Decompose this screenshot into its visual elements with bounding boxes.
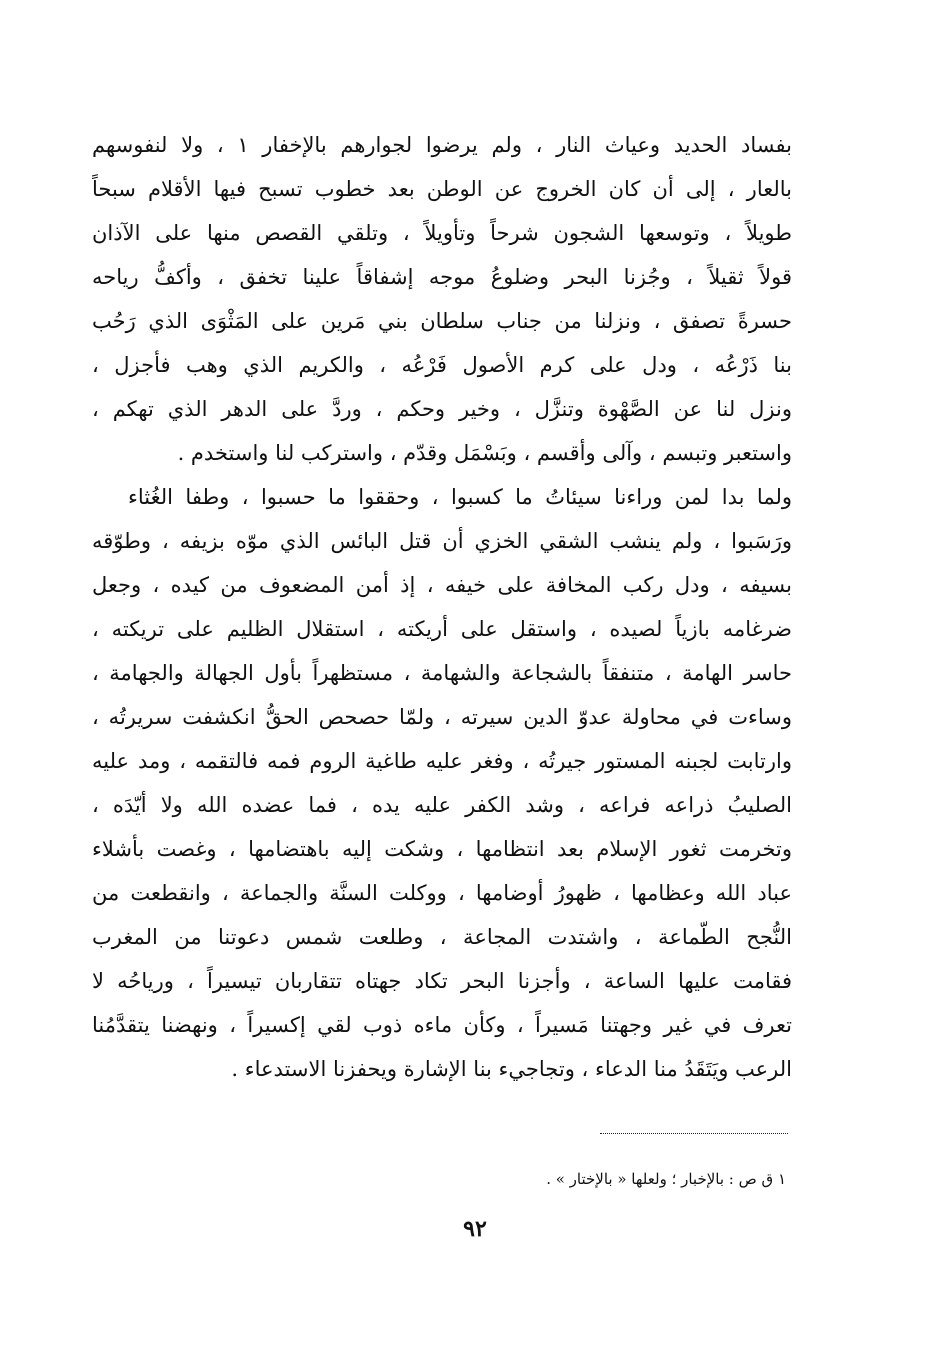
text-line: تعرف في غير وجهتنا مَسيراً ، وكأن ماءه ذوب لقي إكسيراً ، ونهضنا يتقدَّمُنا: [92, 1013, 792, 1037]
text-line: ونزل لنا عن الصَّهْوة وتنزَّل ، وخير وحكم ، وردَّ على الدهر الذي تهكم ،: [92, 397, 792, 421]
text-line: بالعار ، إلى أن كان الخروج عن الوطن بعد خطوب تسبح فيها الأقلام سبحاً: [92, 177, 792, 201]
text-line: بنا ذَرْعُه ، ودل على كرم الأصول فَرْعُه ، والكريم الذي وهب فأجزل ،: [92, 353, 792, 377]
text-line: وارتابت لجبنه المستور جيرتُه ، وفغر عليه طاغية الروم فمه فالتقمه ، ومد عليه: [92, 749, 792, 773]
text-line: حسرةً تصفق ، ونزلنا من جناب سلطان بني مَرين على المَثْوَى الذي رَحُب: [92, 309, 792, 333]
text-line: طويلاً ، وتوسعها الشجون شرحاً وتأويلاً ، وتلقي القصص منها على الآذان: [92, 221, 792, 245]
text-line: الرعب ويَتَقَدُ منا الدعاء ، وتجاجيء بنا الإشارة ويحفزنا الاستدعاء .: [231, 1057, 792, 1081]
text-line: واستعبر وتبسم ، وآلى وأقسم ، وبَسْمَل وقدّم ، واستركب لنا واستخدم .: [177, 441, 792, 465]
text-line: بفساد الحديد وعياث النار ، ولم يرضوا لجوارهم بالإخفار ١ ، ولا لنفوسهم: [92, 133, 792, 157]
text-line: عباد الله وعظامها ، ظهورُ أوضامها ، ووكلت السنَّة والجماعة ، وانقطعت من: [92, 881, 792, 905]
text-line: ورَسَبوا ، ولم ينشب الشقي الخزي أن قتل البائس الذي موّه بزيفه ، وطوّقه: [92, 529, 792, 553]
text-line: حاسر الهامة ، متنفقاً بالشجاعة والشهامة ، مستظهراً بأول الجهالة والجهامة ،: [92, 661, 792, 685]
footnote: ١ ق ص : بالإخبار ؛ ولعلها « بالإختار » .: [546, 1170, 786, 1188]
text-line: ضرغامه بازياً لصيده ، واستقل على أريكته ، استقلال الظليم على تريكته ،: [92, 617, 792, 641]
footnote-separator: [600, 1133, 788, 1134]
text-line: وتخرمت ثغور الإسلام بعد انتظامها ، وشكت إليه باهتضامها ، وغصت بأشلاء: [92, 837, 792, 861]
page-number: ٩٢: [463, 1216, 487, 1242]
text-line: وساءت في محاولة عدوّ الدين سيرته ، ولمّا حصحص الحقُّ انكشفت سريرتُه ،: [92, 705, 792, 729]
text-line: النُّجح الطّماعة ، واشتدت المجاعة ، وطلعت شمس دعوتنا من المغرب: [92, 925, 792, 949]
text-line: الصليبُ ذراعه فراعه ، وشد الكفر عليه يده ، فما عضده الله ولا أيّدَه ،: [92, 793, 792, 817]
text-line: قولاً ثقيلاً ، وجُزنا البحر وضلوعُ موجه إشفاقاً علينا تخفق ، وأكفُّ رياحه: [92, 265, 792, 289]
text-line: فقامت عليها الساعة ، وأجزنا البحر تكاد جهتاه تتقاربان تيسيراً ، ورياحُه لا: [92, 969, 792, 993]
text-line: ولما بدا لمن وراءنا سيئاتُ ما كسبوا ، وحققوا ما حسبوا ، وطفا الغُثاء: [128, 485, 792, 509]
text-line: بسيفه ، ودل ركب المخافة على خيفه ، إذ أمن المضعوف من كيده ، وجعل: [92, 573, 792, 597]
